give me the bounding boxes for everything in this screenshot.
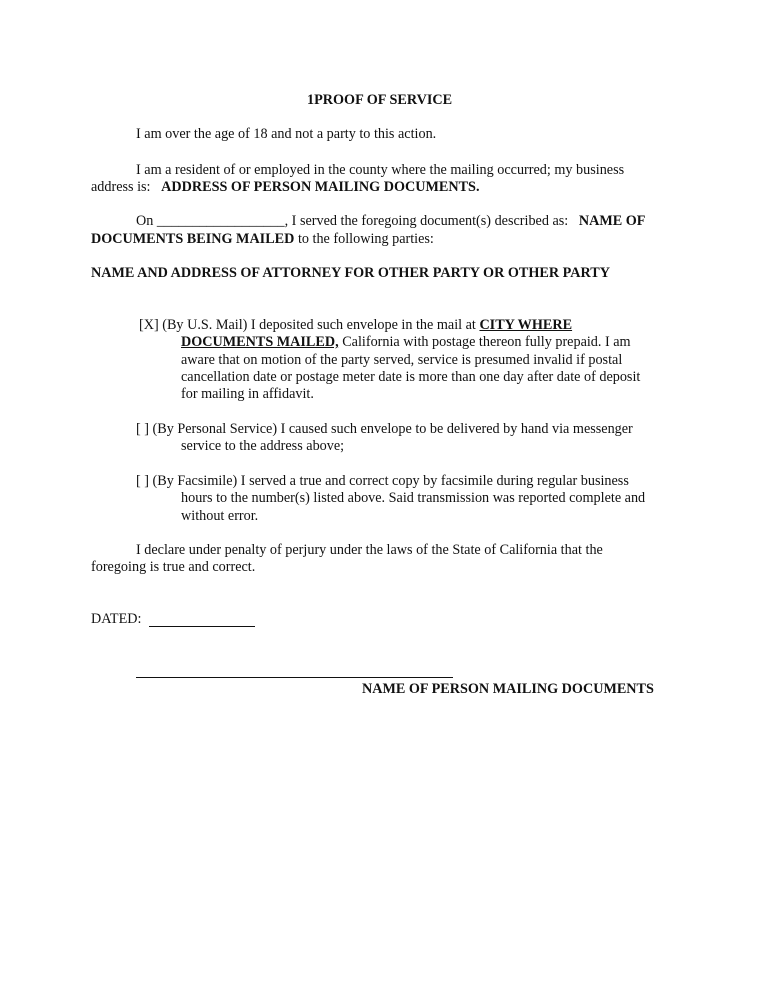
- mail-option-prefix: [X] (By U.S. Mail) I deposited such envelope in the mail at: [139, 317, 476, 333]
- parties-lead-in: to the following parties:: [297, 231, 434, 247]
- documents-placeholder-part1: NAME OF: [578, 213, 646, 229]
- city-placeholder-part2: DOCUMENTS MAILED,: [181, 334, 339, 350]
- signature-name-placeholder: NAME OF PERSON MAILING DOCUMENTS: [362, 681, 654, 697]
- mail-option-line4: cancellation date or postage meter date is more than one day after date of deposit: [181, 369, 641, 385]
- residence-statement-line1: I am a resident of or employed in the county where the mailing occurred; my business: [136, 162, 625, 178]
- signature-line: [136, 677, 453, 678]
- mail-option-line5: for mailing in affidavit.: [181, 386, 314, 402]
- documents-placeholder-part2: DOCUMENTS BEING MAILED: [91, 231, 295, 247]
- on-label: On: [136, 213, 154, 229]
- declaration-line2: foregoing is true and correct.: [91, 559, 256, 575]
- document-title: 1PROOF OF SERVICE: [307, 92, 453, 108]
- declaration-line1: I declare under penalty of perjury under the laws of the State of California that the: [136, 542, 603, 558]
- address-placeholder: ADDRESS OF PERSON MAILING DOCUMENTS.: [161, 179, 480, 195]
- age-statement: I am over the age of 18 and not a party to this action.: [136, 126, 437, 142]
- mail-option-line3: aware that on motion of the party served, service is presumed invalid if postal: [181, 352, 623, 368]
- service-description: , I served the foregoing document(s) described as:: [284, 213, 569, 229]
- fax-option-line2: hours to the number(s) listed above. Said transmission was reported complete and: [181, 490, 646, 506]
- service-statement-line2: [91, 230, 434, 248]
- date-blank: __________________: [156, 213, 285, 229]
- mail-option-postage: California with postage thereon fully prepaid. I am: [342, 334, 631, 350]
- residence-statement-line2: [91, 178, 480, 196]
- personal-option-line2: service to the address above;: [181, 438, 345, 454]
- service-statement-line1: [136, 212, 645, 230]
- fax-option-line3: without error.: [181, 508, 259, 524]
- mail-option-line1: [139, 316, 572, 334]
- city-placeholder-part1: CITY WHERE: [479, 317, 573, 333]
- address-label: address is:: [91, 179, 151, 195]
- personal-option-line1: [ ] (By Personal Service) I caused such envelope to be delivered by hand via messenger: [136, 421, 633, 437]
- fax-option-line1: [ ] (By Facsimile) I served a true and correct copy by facsimile during regular business: [136, 473, 629, 489]
- mail-option-line2: [181, 333, 631, 351]
- parties-heading: NAME AND ADDRESS OF ATTORNEY FOR OTHER PARTY OR OTHER PARTY: [91, 265, 610, 281]
- dated-label: DATED:: [91, 611, 142, 627]
- dated-signature-line: [149, 626, 255, 627]
